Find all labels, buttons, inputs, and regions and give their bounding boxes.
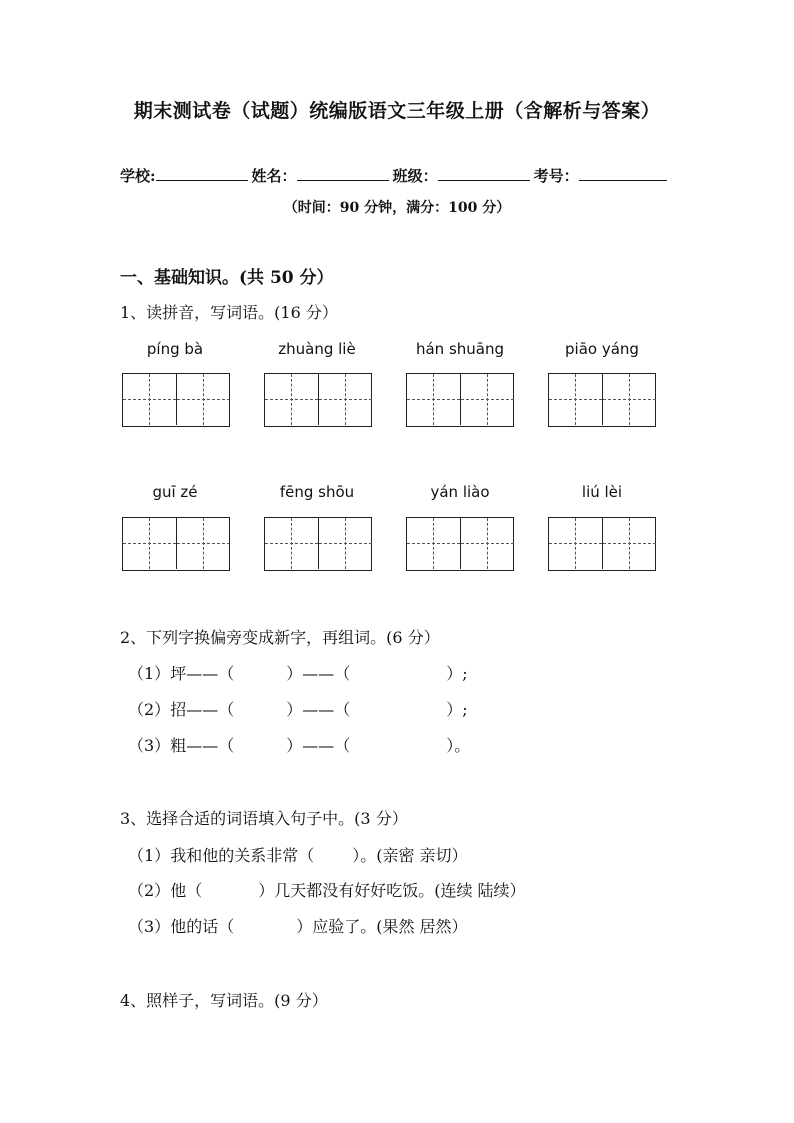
pinyin-label: fēng shōu	[279, 483, 355, 501]
pinyin-label: hán shuāng	[415, 340, 505, 358]
fill-sentence-row	[128, 843, 468, 866]
name-blank[interactable]	[297, 168, 389, 181]
school-label: 学校:	[120, 167, 156, 185]
pinyin-label: piāo yáng	[565, 340, 639, 358]
row-mid: ）——（	[286, 664, 351, 683]
exam-no-blank[interactable]	[579, 168, 667, 181]
question-1-prompt: 1、读拼音，写词语。(16 分）	[120, 303, 338, 322]
class-label: 班级：	[392, 167, 438, 185]
writing-grid[interactable]	[406, 517, 514, 571]
row-number: （3）	[128, 736, 171, 755]
section-heading: 一、基础知识。(共 50 分）	[120, 268, 334, 288]
sentence-after: ）。(亲密 亲切）	[352, 846, 468, 865]
row-number: （2）	[128, 700, 171, 719]
pinyin-label: guī zé	[152, 483, 198, 501]
row-char: 招——（	[170, 700, 235, 719]
pinyin-label: zhuàng liè	[278, 340, 356, 358]
sentence-after: ）几天都没有好好吃饭。(连续 陆续）	[258, 881, 526, 900]
row-number: （1）	[128, 846, 171, 865]
writing-grid[interactable]	[406, 373, 514, 427]
time-note: （时间：90 分钟，满分：100 分）	[283, 200, 511, 216]
writing-grid[interactable]	[264, 373, 372, 427]
school-blank[interactable]	[156, 168, 248, 181]
fill-sentence-row	[128, 878, 526, 901]
writing-grid[interactable]	[548, 373, 656, 427]
student-info-line	[120, 165, 671, 186]
writing-grid[interactable]	[548, 517, 656, 571]
fill-sentence-row	[128, 914, 468, 937]
row-mid: ）——（	[286, 700, 351, 719]
class-blank[interactable]	[438, 168, 530, 181]
radical-row	[128, 697, 468, 720]
sentence-before: 他的话（	[170, 917, 235, 936]
row-end: ）;	[446, 700, 468, 719]
row-char: 粗——（	[170, 736, 235, 755]
pinyin-label: píng bà	[146, 340, 204, 358]
name-label: 姓名：	[251, 167, 297, 185]
writing-grid[interactable]	[122, 373, 230, 427]
row-end: ）。	[446, 736, 471, 755]
row-end: ）;	[446, 664, 468, 683]
row-char: 坪——（	[170, 664, 235, 683]
row-mid: ）——（	[286, 736, 351, 755]
sentence-before: 他（	[170, 881, 203, 900]
row-number: （2）	[128, 881, 171, 900]
question-2-prompt: 2、下列字换偏旁变成新字，再组词。(6 分）	[120, 628, 440, 647]
pinyin-label: liú lèi	[581, 483, 623, 501]
radical-row	[128, 661, 468, 684]
sentence-after: ）应验了。(果然 居然）	[296, 917, 468, 936]
row-number: （3）	[128, 917, 171, 936]
pinyin-label: yán liào	[430, 483, 490, 501]
row-number: （1）	[128, 664, 171, 683]
radical-row	[128, 733, 470, 756]
exam-no-label: 考号：	[533, 167, 579, 185]
page-title: 期末测试卷（试题）统编版语文三年级上册（含解析与答案）	[133, 100, 661, 122]
sentence-before: 我和他的关系非常（	[170, 846, 315, 865]
writing-grid[interactable]	[264, 517, 372, 571]
question-4-prompt: 4、照样子，写词语。(9 分）	[120, 991, 328, 1010]
writing-grid[interactable]	[122, 517, 230, 571]
question-3-prompt: 3、选择合适的词语填入句子中。(3 分）	[120, 809, 408, 828]
